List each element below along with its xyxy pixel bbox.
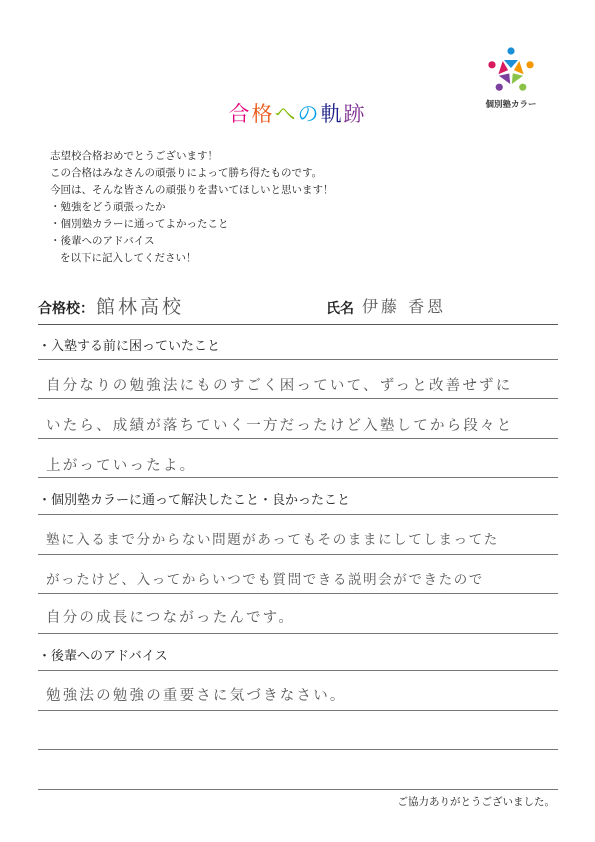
name-value: 伊藤 香恩 bbox=[362, 297, 447, 316]
rule bbox=[38, 749, 558, 750]
logo-figure-head bbox=[526, 61, 533, 68]
rule bbox=[38, 593, 558, 594]
intro-line: ・勉強をどう頑張ったか bbox=[50, 201, 166, 213]
entry-line: 上がっていったよ。 bbox=[46, 458, 197, 474]
logo-figure-body bbox=[512, 73, 523, 84]
entry-line: いたら、成績が落ちていく一方だったけど入塾してから段々と bbox=[46, 418, 514, 434]
entry-line: 自分の成長につながったんです。 bbox=[46, 610, 296, 626]
entry-line: 自分なりの勉強法にものすごく困っていて、ずっと改善せずに bbox=[46, 378, 513, 394]
thanks-text: ご協力ありがとうございました。 bbox=[397, 796, 555, 808]
entry-line: 塾に入るまで分からない問題があってもそのままにしてしまってた bbox=[46, 532, 499, 548]
intro-line: を以下に記入してください！ bbox=[60, 252, 197, 264]
intro-line: この合格はみなさんの頑張りによって勝ち得たものです。 bbox=[50, 167, 323, 179]
rule bbox=[38, 359, 558, 360]
logo-figure-head bbox=[488, 61, 495, 68]
rule bbox=[38, 477, 558, 478]
intro-line: ・個別塾カラーに通ってよかったこと bbox=[50, 218, 229, 230]
logo-figure-body bbox=[499, 73, 510, 84]
rule bbox=[38, 398, 558, 399]
intro-line: ・後輩へのアドバイス bbox=[50, 235, 155, 247]
page-title bbox=[0, 98, 595, 128]
intro-text bbox=[50, 148, 334, 267]
school-label: 合格校： bbox=[38, 301, 94, 317]
rule bbox=[38, 514, 558, 515]
logo-text: 個別塾カラー bbox=[485, 100, 537, 110]
school-value: 館林高校 bbox=[96, 296, 185, 318]
rule bbox=[38, 633, 558, 634]
rule bbox=[38, 438, 558, 439]
divider bbox=[38, 324, 558, 325]
name-label: 氏名 bbox=[326, 301, 354, 317]
section-heading-solved: ・個別塾カラーに通って解決したこと・良かったこと bbox=[38, 493, 351, 508]
rule bbox=[38, 554, 558, 555]
logo-figure-head bbox=[507, 47, 514, 54]
logo-figure-head bbox=[496, 84, 503, 91]
title-char: 合 bbox=[228, 102, 252, 126]
title-char: の bbox=[297, 102, 321, 126]
title-char: 格 bbox=[251, 102, 275, 126]
title-char: 跡 bbox=[343, 102, 367, 126]
section-heading-advice: ・後輩へのアドバイス bbox=[38, 649, 168, 664]
title-char: 軌 bbox=[320, 102, 344, 126]
logo-figure-head bbox=[519, 84, 526, 91]
rule bbox=[38, 789, 558, 790]
rule bbox=[38, 710, 558, 711]
section-heading-before: ・入塾する前に困っていたこと bbox=[38, 339, 221, 354]
intro-line: 今回は、そんな皆さんの頑張りを書いてほしいと思います！ bbox=[50, 184, 334, 196]
entry-line: がったけど、入ってからいつでも質問できる説明会ができたので bbox=[46, 572, 484, 588]
entry-line: 勉強法の勉強の重要さに気づきなさい。 bbox=[46, 688, 347, 704]
title-char: へ bbox=[274, 102, 298, 126]
rule bbox=[38, 670, 558, 671]
logo-icon bbox=[484, 44, 538, 94]
intro-line: 志望校合格おめでとうございます！ bbox=[50, 150, 218, 162]
